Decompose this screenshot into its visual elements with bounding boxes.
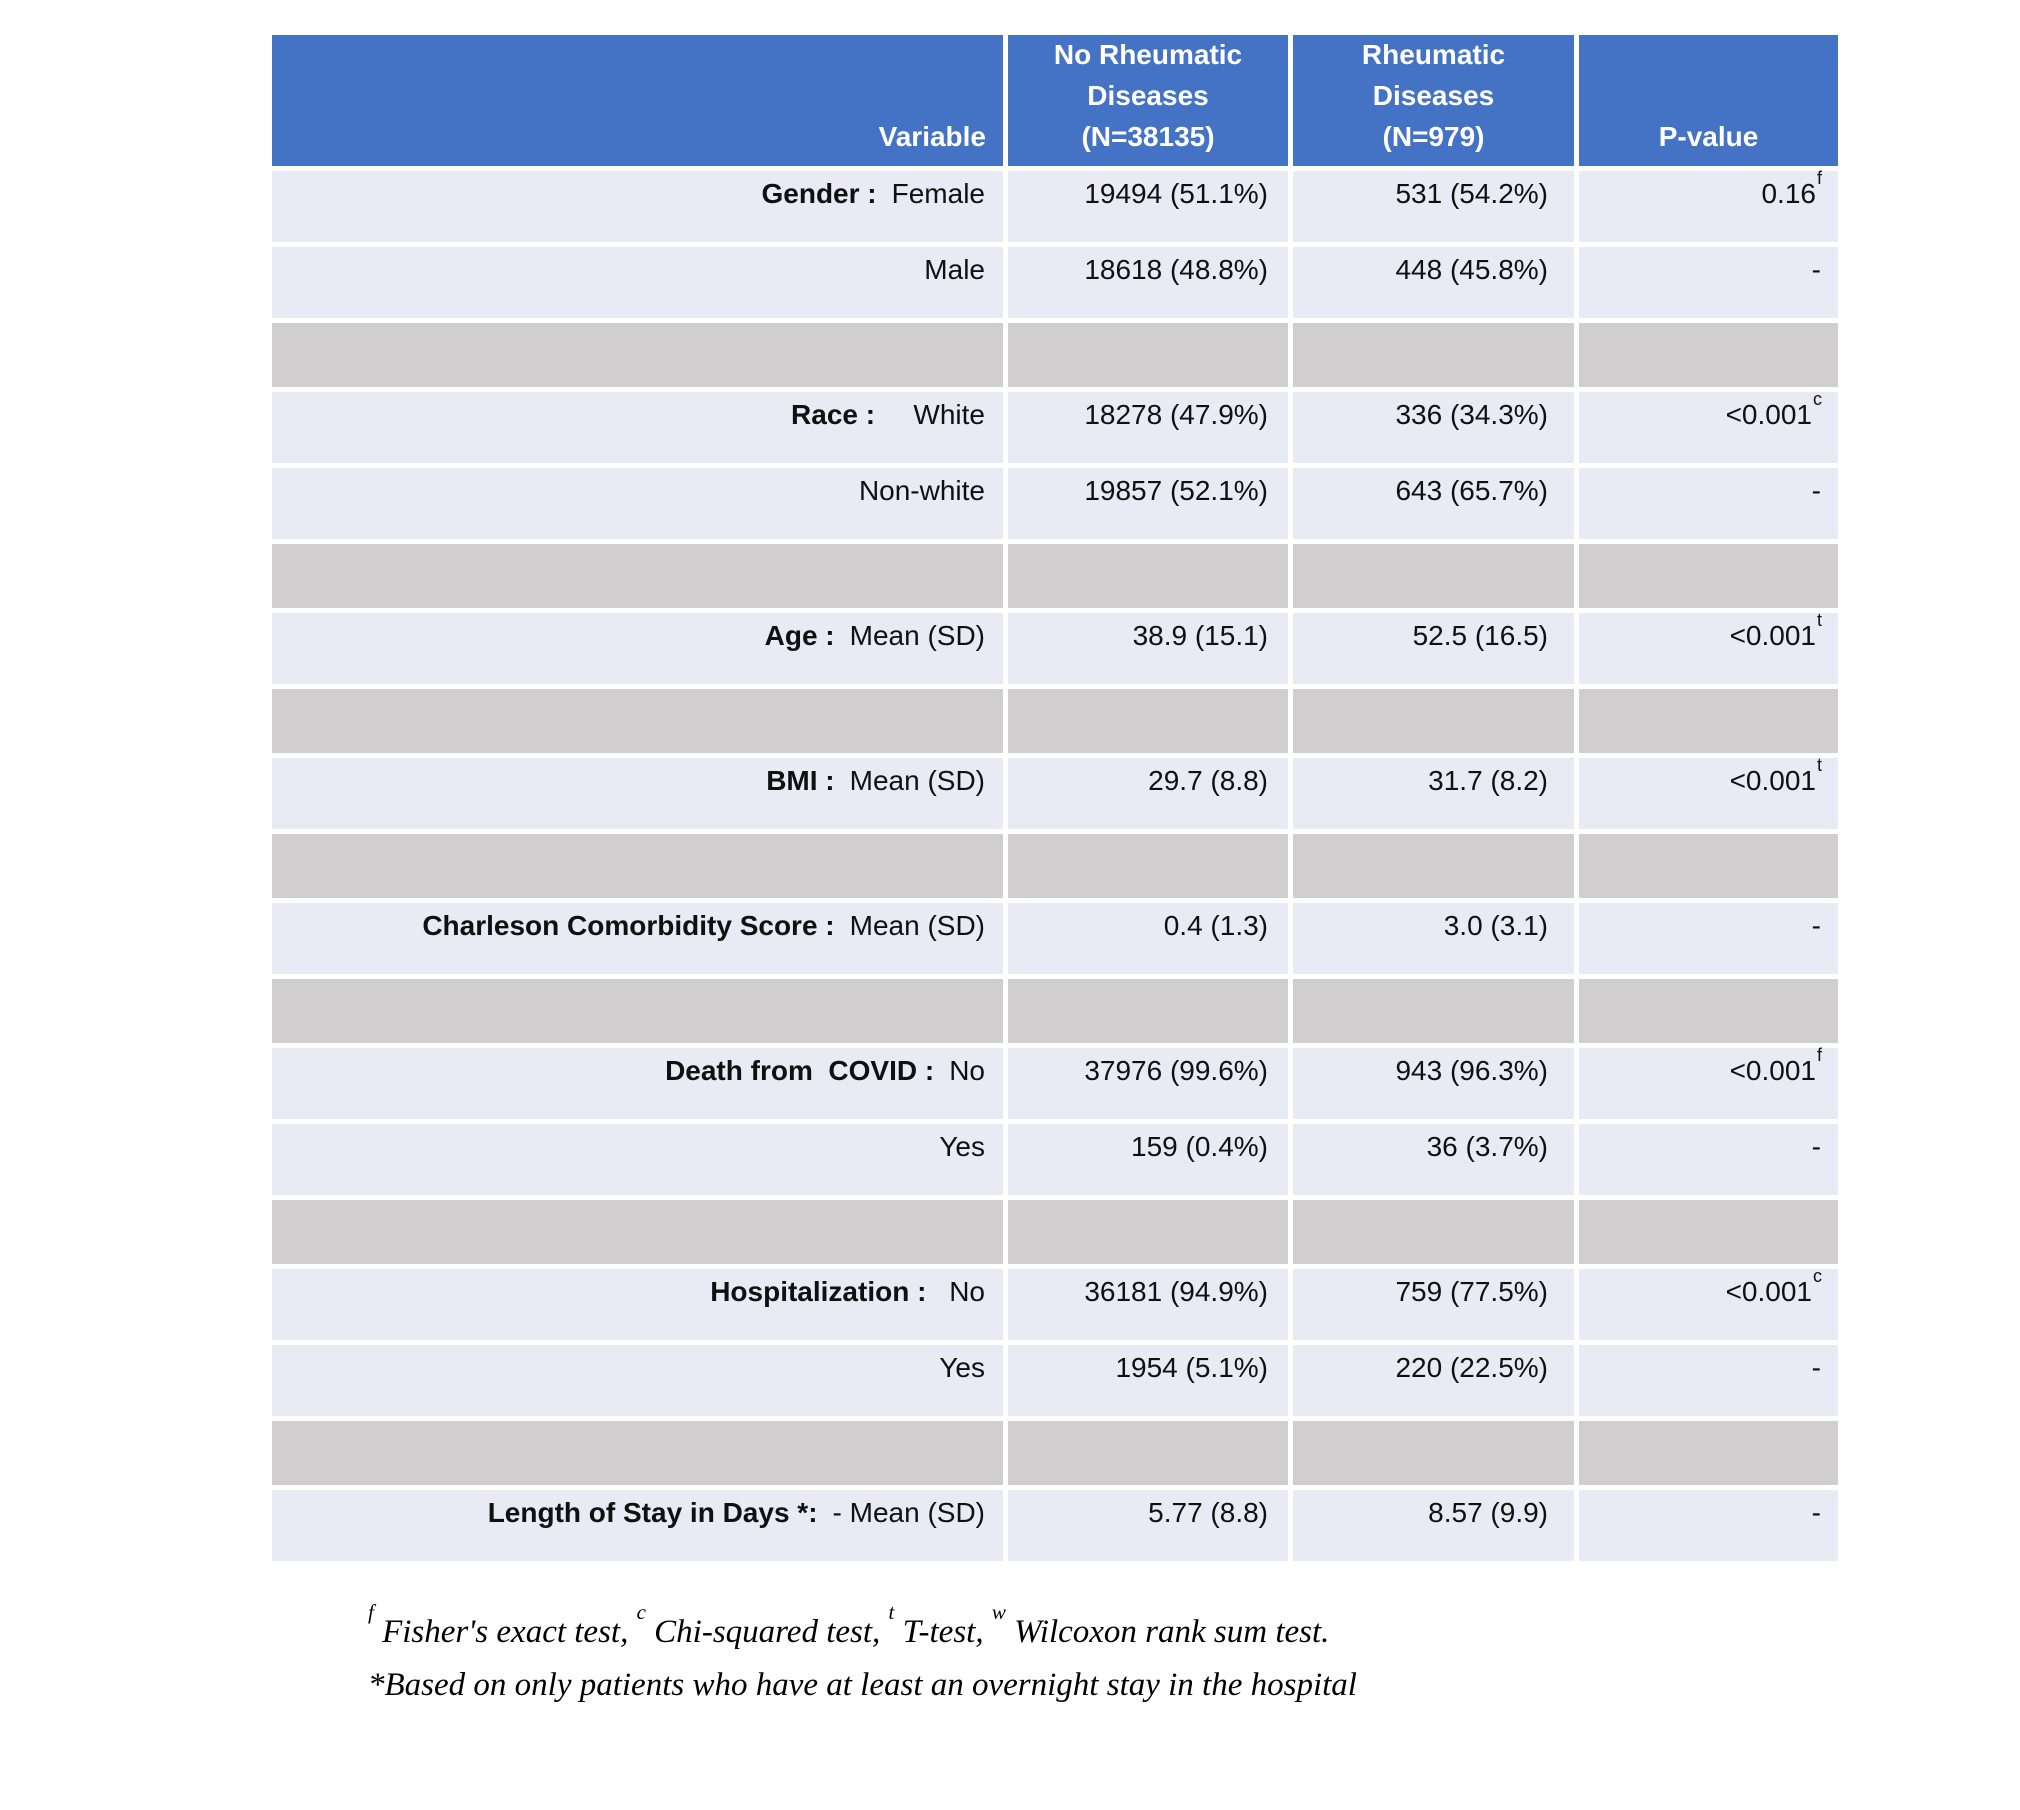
table-row <box>272 609 1838 684</box>
col-header-no-rheumatic-line1: No Rheumatic <box>1053 39 1243 70</box>
rheumatic-value: 759 (77.5%) <box>1395 1276 1548 1307</box>
col-header-p-value-label: P-value <box>1658 121 1759 152</box>
variable-cell <box>272 903 1003 974</box>
rheumatic-value: 31.7 (8.2) <box>1428 765 1548 796</box>
variable-label-bold: Charleson Comorbidity Score : <box>422 910 835 941</box>
p-value: <0.001 <box>1729 620 1816 651</box>
no-rheumatic-value: 38.9 (15.1) <box>1132 620 1268 651</box>
rheumatic-value: 36 (3.7%) <box>1426 1131 1548 1162</box>
spacer-cell <box>272 544 1003 608</box>
variable-label: No <box>941 1276 985 1307</box>
no-rheumatic-value: 1954 (5.1%) <box>1115 1352 1268 1383</box>
p-value: <0.001 <box>1725 1276 1812 1307</box>
table-row <box>272 1124 1838 1195</box>
spacer-cell <box>1579 1200 1838 1264</box>
spacer-cell <box>1008 834 1288 898</box>
spacer-cell <box>272 979 1003 1043</box>
variable-cell <box>272 247 1003 318</box>
variable-label-bold: Hospitalization : <box>710 1276 927 1307</box>
p-value-cell <box>1579 388 1838 463</box>
variable-label: Non-white <box>858 475 985 506</box>
rheumatic-value: 943 (96.3%) <box>1395 1055 1548 1086</box>
no-rheumatic-value: 18278 (47.9%) <box>1084 399 1268 430</box>
variable-label-bold: Death from COVID : <box>665 1055 935 1086</box>
col-header-no-rheumatic-line2: Diseases <box>1087 80 1209 111</box>
col-header-no-rheumatic <box>1008 35 1288 166</box>
variable-cell <box>272 758 1003 829</box>
variable-cell <box>272 392 1003 463</box>
p-value: <0.001 <box>1725 399 1812 430</box>
rheumatic-value-cell <box>1293 1124 1574 1195</box>
footnote-test-superscript: f <box>368 1600 374 1624</box>
no-rheumatic-value: 159 (0.4%) <box>1131 1131 1268 1162</box>
rheumatic-value: 52.5 (16.5) <box>1412 620 1548 651</box>
p-value-cell <box>1579 1044 1838 1119</box>
no-rheumatic-value-cell <box>1008 1345 1288 1416</box>
footnote-tests: $^f$ Fisher's exact test, $^c$ Chi-squared test, $^t$ T-test, $^w$ Wilcoxon rank sum test. <box>368 1600 1330 1650</box>
spacer-cell <box>272 834 1003 898</box>
variable-label-bold: Gender : <box>761 178 877 209</box>
col-header-variable <box>272 35 1003 166</box>
p-value-cell <box>1579 609 1838 684</box>
no-rheumatic-value-cell <box>1008 1124 1288 1195</box>
rheumatic-value: 336 (34.3%) <box>1395 399 1548 430</box>
table-body <box>272 167 1838 1561</box>
p-value-superscript: f <box>1816 167 1822 188</box>
no-rheumatic-value-cell <box>1008 468 1288 539</box>
variable-label: Yes <box>939 1352 985 1383</box>
no-rheumatic-value: 19857 (52.1%) <box>1084 475 1268 506</box>
spacer-row <box>272 1421 1838 1485</box>
table-row <box>272 167 1838 242</box>
rheumatic-value: 8.57 (9.9) <box>1428 1497 1548 1528</box>
p-value: 0.16 <box>1761 178 1816 209</box>
no-rheumatic-value: 18618 (48.8%) <box>1084 254 1268 285</box>
no-rheumatic-value-cell <box>1008 392 1288 463</box>
no-rheumatic-value: 36181 (94.9%) <box>1084 1276 1268 1307</box>
p-value-superscript: c <box>1813 1265 1822 1286</box>
rheumatic-value: 531 (54.2%) <box>1395 178 1548 209</box>
no-rheumatic-value-cell <box>1008 1048 1288 1119</box>
p-value: - <box>1811 1352 1821 1383</box>
variable-label: - Mean (SD) <box>832 1497 985 1528</box>
spacer-row <box>272 544 1838 608</box>
p-value-cell <box>1579 1490 1838 1561</box>
rheumatic-value-cell <box>1293 171 1574 242</box>
no-rheumatic-value: 0.4 (1.3) <box>1163 910 1268 941</box>
p-value: - <box>1811 910 1821 941</box>
variable-cell <box>272 171 1003 242</box>
col-header-rheumatic-line2: Diseases <box>1372 80 1495 111</box>
footnotes <box>368 1600 1357 1712</box>
rheumatic-value-cell <box>1293 468 1574 539</box>
variable-cell <box>272 1124 1003 1195</box>
variable-label-bold: BMI : <box>766 765 835 796</box>
rheumatic-value-cell <box>1293 613 1574 684</box>
col-header-rheumatic <box>1293 35 1574 166</box>
variable-cell <box>272 1490 1003 1561</box>
table-row <box>272 754 1838 829</box>
p-value-cell <box>1579 468 1838 539</box>
spacer-cell <box>272 1200 1003 1264</box>
variable-label: White <box>890 399 985 430</box>
spacer-row <box>272 689 1838 753</box>
variable-label-bold: Race : <box>791 399 876 430</box>
col-header-rheumatic-line1: Rheumatic <box>1361 39 1506 70</box>
spacer-cell <box>1293 1421 1574 1485</box>
p-value-superscript: t <box>1816 754 1822 775</box>
spacer-cell <box>272 323 1003 387</box>
footnote-asterisk: *Based on only patients who have at least an overnight stay in the hospital <box>368 1667 1357 1703</box>
spacer-cell <box>1293 323 1574 387</box>
p-value-superscript: t <box>1816 609 1822 630</box>
no-rheumatic-value: 29.7 (8.8) <box>1148 765 1268 796</box>
spacer-cell <box>272 689 1003 753</box>
spacer-cell <box>1579 1421 1838 1485</box>
variable-label: Mean (SD) <box>849 765 985 796</box>
no-rheumatic-value-cell <box>1008 247 1288 318</box>
table-row <box>272 468 1838 539</box>
spacer-cell <box>1008 1200 1288 1264</box>
p-value-cell <box>1579 1345 1838 1416</box>
spacer-cell <box>1293 979 1574 1043</box>
variable-label: Female <box>891 178 985 209</box>
p-value: - <box>1811 1131 1821 1162</box>
p-value-superscript: f <box>1816 1044 1822 1065</box>
spacer-cell <box>1293 1200 1574 1264</box>
spacer-row <box>272 834 1838 898</box>
variable-label-bold: Age : <box>764 620 835 651</box>
no-rheumatic-value: 19494 (51.1%) <box>1084 178 1268 209</box>
p-value-cell <box>1579 903 1838 974</box>
table-row <box>272 247 1838 318</box>
variable-label-bold: Length of Stay in Days *: <box>487 1497 818 1528</box>
no-rheumatic-value: 5.77 (8.8) <box>1148 1497 1268 1528</box>
rheumatic-value-cell <box>1293 1490 1574 1561</box>
variable-label: Mean (SD) <box>849 620 985 651</box>
spacer-cell <box>1579 689 1838 753</box>
rheumatic-value-cell <box>1293 903 1574 974</box>
rheumatic-value-cell <box>1293 1269 1574 1340</box>
col-header-no-rheumatic-line3: (N=38135) <box>1081 121 1215 152</box>
spacer-cell <box>1008 979 1288 1043</box>
no-rheumatic-value-cell <box>1008 613 1288 684</box>
col-header-variable-label: Variable <box>878 121 986 152</box>
p-value-cell <box>1579 247 1838 318</box>
rheumatic-value: 448 (45.8%) <box>1395 254 1548 285</box>
p-value-cell <box>1579 1124 1838 1195</box>
rheumatic-value-cell <box>1293 1345 1574 1416</box>
spacer-cell <box>1579 979 1838 1043</box>
spacer-cell <box>1008 544 1288 608</box>
no-rheumatic-value-cell <box>1008 758 1288 829</box>
rheumatic-value-cell <box>1293 758 1574 829</box>
variable-cell <box>272 468 1003 539</box>
variable-label: Mean (SD) <box>849 910 985 941</box>
p-value: <0.001 <box>1729 1055 1816 1086</box>
variable-label: Yes <box>939 1131 985 1162</box>
p-value-cell <box>1579 754 1838 829</box>
variable-label: No <box>949 1055 985 1086</box>
no-rheumatic-value: 37976 (99.6%) <box>1084 1055 1268 1086</box>
rheumatic-value-cell <box>1293 392 1574 463</box>
footnote-test-superscript: w <box>991 1600 1006 1624</box>
spacer-cell <box>1579 544 1838 608</box>
comparison-table <box>272 35 1838 1566</box>
rheumatic-value: 3.0 (3.1) <box>1443 910 1548 941</box>
spacer-cell <box>1579 323 1838 387</box>
variable-label: Male <box>924 254 985 285</box>
variable-cell <box>272 613 1003 684</box>
col-header-rheumatic-line3: (N=979) <box>1382 121 1485 152</box>
spacer-cell <box>1579 834 1838 898</box>
spacer-cell <box>272 1421 1003 1485</box>
table-row <box>272 1044 1838 1119</box>
spacer-row <box>272 323 1838 387</box>
variable-cell <box>272 1345 1003 1416</box>
table-row <box>272 1345 1838 1416</box>
variable-cell <box>272 1269 1003 1340</box>
table-row <box>272 1490 1838 1561</box>
p-value: - <box>1811 1497 1821 1528</box>
p-value: - <box>1811 475 1821 506</box>
p-value-superscript: c <box>1813 388 1822 409</box>
variable-cell <box>272 1048 1003 1119</box>
no-rheumatic-value-cell <box>1008 1269 1288 1340</box>
rheumatic-value-cell <box>1293 1048 1574 1119</box>
p-value-cell <box>1579 1265 1838 1340</box>
spacer-cell <box>1293 689 1574 753</box>
spacer-cell <box>1008 323 1288 387</box>
spacer-cell <box>1008 1421 1288 1485</box>
spacer-cell <box>1293 834 1574 898</box>
table-row <box>272 388 1838 463</box>
rheumatic-value: 643 (65.7%) <box>1395 475 1548 506</box>
spacer-cell <box>1293 544 1574 608</box>
spacer-row <box>272 1200 1838 1264</box>
table-header-row <box>272 35 1838 166</box>
no-rheumatic-value-cell <box>1008 903 1288 974</box>
footnote-test-superscript: c <box>636 1600 646 1624</box>
p-value: <0.001 <box>1729 765 1816 796</box>
no-rheumatic-value-cell <box>1008 1490 1288 1561</box>
p-value-cell <box>1579 167 1838 242</box>
table-row <box>272 1265 1838 1340</box>
spacer-cell <box>1008 689 1288 753</box>
no-rheumatic-value-cell <box>1008 171 1288 242</box>
table-row <box>272 903 1838 974</box>
footnote-test-superscript: t <box>888 1600 895 1624</box>
col-header-p-value <box>1579 35 1838 166</box>
p-value: - <box>1811 254 1821 285</box>
rheumatic-value-cell <box>1293 247 1574 318</box>
spacer-row <box>272 979 1838 1043</box>
rheumatic-value: 220 (22.5%) <box>1395 1352 1548 1383</box>
